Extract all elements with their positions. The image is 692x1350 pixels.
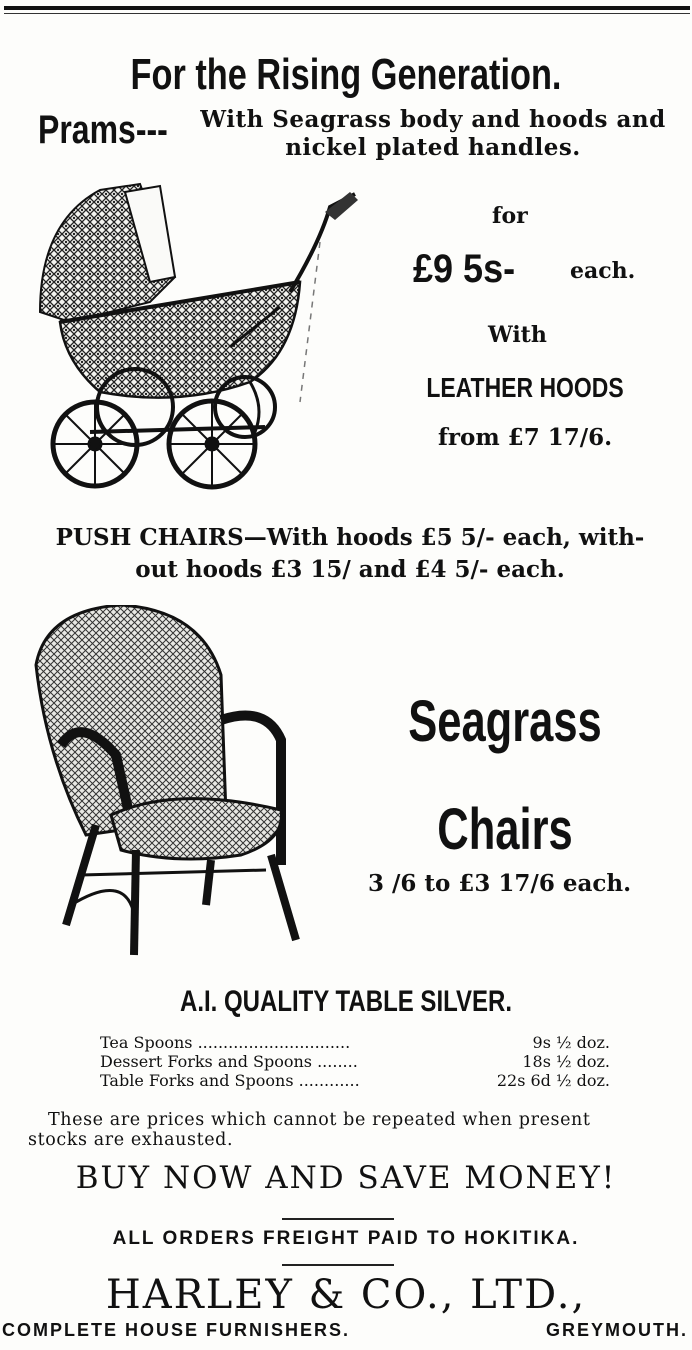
push-chairs-line2: out hoods £3 15/ and £4 5/- each. [135,556,565,583]
pram-with-label: With [488,322,547,348]
push-chairs-line1: PUSH CHAIRS—With hoods £5 5/- each, with- [55,524,645,551]
silver-price-list [100,1033,610,1090]
silver-item-name: Dessert Forks and Spoons ........ [100,1052,358,1071]
notice-line2: stocks are exhausted. [28,1130,234,1150]
prams-label: Prams--- [38,108,168,152]
notice-text [28,1110,668,1150]
silver-item-price: 22s 6d ½ doz. [496,1071,610,1090]
headline: For the Rising Generation. [130,50,562,99]
silver-item-price: 9s ½ doz. [532,1033,610,1052]
pram-each-label: each. [570,258,636,284]
list-item [100,1052,610,1071]
seagrass-title-line1: Seagrass [408,689,602,754]
seagrass-chairs-price: 3 /6 to £3 17/6 each. [368,870,632,897]
prams-description-line1: With Seagrass body and hoods and [200,106,666,133]
silver-title: A.I. QUALITY TABLE SILVER. [179,985,513,1018]
notice-line1: These are prices which cannot be repeated when present [48,1110,591,1130]
silver-item-name: Table Forks and Spoons ............ [100,1071,360,1090]
silver-item-price: 18s ½ doz. [522,1052,610,1071]
buy-now-slogan: BUY NOW AND SAVE MONEY! [75,1160,617,1196]
prams-description [198,106,668,162]
company-tagline: COMPLETE HOUSE FURNISHERS. [2,1320,351,1340]
top-border-rule-thin [4,13,690,14]
top-border-rule [4,6,690,10]
list-item [100,1033,610,1052]
seagrass-title-line2: Chairs [437,797,573,862]
company-town: GREYMOUTH. [545,1320,688,1340]
pram-illustration-icon [30,182,360,497]
pram-price: £9 5s- [413,247,516,291]
list-item [100,1071,610,1090]
wicker-chair-illustration-icon [26,605,316,965]
leather-hoods-label: LEATHER HOODS [426,372,624,403]
seagrass-chairs-title [381,668,629,884]
silver-item-name: Tea Spoons .............................. [100,1033,351,1052]
divider [282,1264,394,1266]
prams-description-line2: nickel plated handles. [285,134,581,161]
freight-notice: ALL ORDERS FREIGHT PAID TO HOKITIKA. [112,1228,580,1249]
pram-for-label: for [492,203,528,229]
divider [282,1218,394,1220]
leather-hoods-price: from £7 17/6. [438,424,613,451]
company-name: HARLEY & CO., LTD., [105,1272,587,1318]
push-chairs-text [20,522,680,586]
